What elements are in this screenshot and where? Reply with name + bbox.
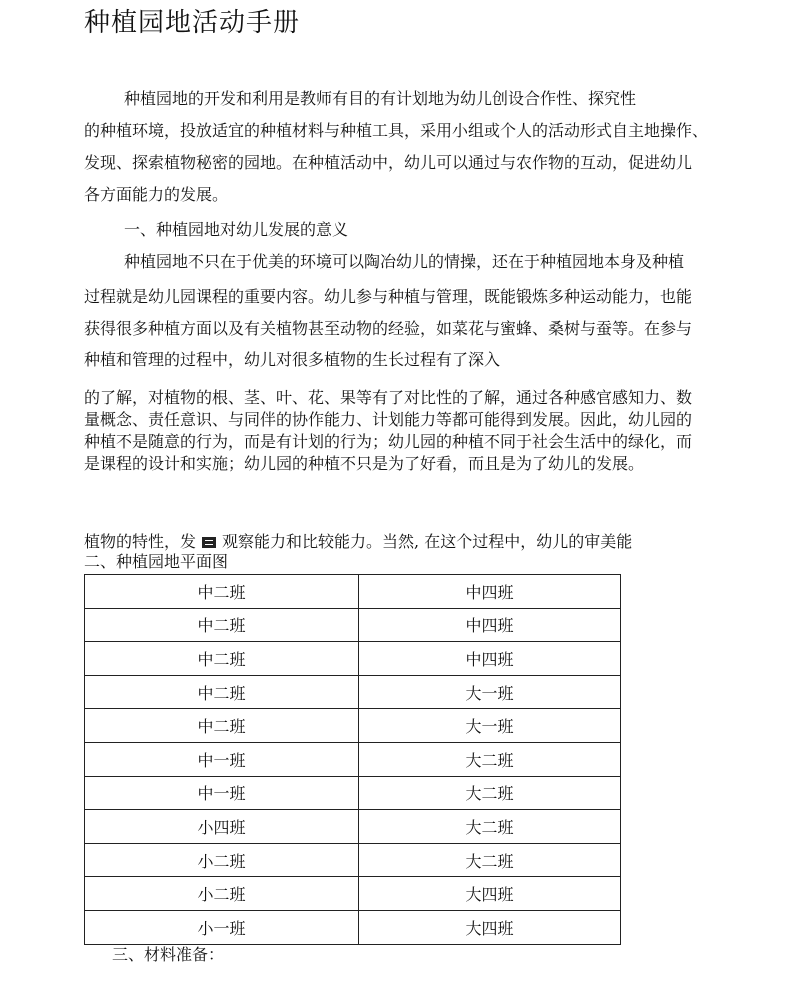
table-row <box>85 608 621 642</box>
table-cell: 中一班 <box>85 776 359 810</box>
section-heading: 二、种植园地平面图 <box>84 552 229 571</box>
table-row <box>85 675 621 709</box>
table-cell: 中一班 <box>85 742 359 776</box>
table-cell: 小一班 <box>85 910 359 944</box>
table-cell: 大四班 <box>359 877 621 911</box>
table-row <box>85 642 621 676</box>
table-row <box>85 742 621 776</box>
intro-line: 各方面能力的发展。 <box>84 185 229 204</box>
table-row <box>85 810 621 844</box>
table-cell: 小二班 <box>85 843 359 877</box>
intro-line: 发现、探索植物秘密的园地。在种植活动中，幼儿可以通过与农作物的互动，促进幼儿 <box>84 153 693 172</box>
garden-plan-table <box>84 574 621 945</box>
table-cell: 中四班 <box>359 608 621 642</box>
camera-icon <box>202 537 216 548</box>
fragment-text-after: 观察能力和比较能力。当然, 在这个过程中，幼儿的审美能 <box>222 532 633 551</box>
table-cell: 中二班 <box>85 608 359 642</box>
table-row <box>85 877 621 911</box>
table-cell: 中二班 <box>85 709 359 743</box>
table-cell: 小四班 <box>85 810 359 844</box>
table-cell: 中四班 <box>359 642 621 676</box>
table-row <box>85 843 621 877</box>
fragment-text-before: 植物的特性，发 <box>84 532 197 551</box>
paragraph-line: 的了解，对植物的根、茎、叶、花、果等有了对比性的了解，通过各种感官感知力、数 <box>84 388 693 407</box>
table-cell: 中二班 <box>85 642 359 676</box>
table-cell: 大一班 <box>359 675 621 709</box>
paragraph-line: 量概念、责任意识、与同伴的协作能力、计划能力等都可能得到发展。因此，幼儿园的 <box>84 410 693 429</box>
intro-line: 的种植环境，投放适宜的种植材料与种植工具，采用小组或个人的活动形式自主地操作、 <box>84 121 709 140</box>
table-row <box>85 575 621 609</box>
paragraph-line: 种植和管理的过程中，幼儿对很多植物的生长过程有了深入 <box>84 350 501 369</box>
paragraph-line: 是课程的设计和实施；幼儿园的种植不只是为了好看，而且是为了幼儿的发展。 <box>84 454 645 473</box>
intro-line: 种植园地的开发和利用是教师有目的有计划地为幼儿创设合作性、探究性 <box>124 89 637 108</box>
table-cell: 大二班 <box>359 843 621 877</box>
paragraph-line: 获得很多种植方面以及有关植物甚至动物的经验，如菜花与蜜蜂、桑树与蚕等。在参与 <box>84 319 693 338</box>
table-cell: 大一班 <box>359 709 621 743</box>
table-cell: 中四班 <box>359 575 621 609</box>
table-cell: 大四班 <box>359 910 621 944</box>
garden-plan-body <box>85 575 621 945</box>
paragraph-line: 过程就是幼儿园课程的重要内容。幼儿参与种植与管理，既能锻炼多种运动能力，也能 <box>84 287 693 306</box>
paragraph-line: 种植不是随意的行为，而是有计划的行为；幼儿园的种植不同于社会生活中的绿化，而 <box>84 432 693 451</box>
table-cell: 中二班 <box>85 675 359 709</box>
table-row <box>85 709 621 743</box>
section-heading: 三、材料准备： <box>112 945 225 964</box>
table-row <box>85 910 621 944</box>
table-cell: 大二班 <box>359 742 621 776</box>
table-cell: 大二班 <box>359 776 621 810</box>
table-cell: 大二班 <box>359 810 621 844</box>
table-row <box>85 776 621 810</box>
paragraph-line: 种植园地不只在于优美的环境可以陶冶幼儿的情操，还在于种植园地本身及种植 <box>124 252 685 271</box>
paragraph-fragment <box>84 532 632 552</box>
section-heading: 一、种植园地对幼儿发展的意义 <box>124 220 349 239</box>
table-cell: 中二班 <box>85 575 359 609</box>
page-title: 种植园地活动手册 <box>84 8 301 38</box>
table-cell: 小二班 <box>85 877 359 911</box>
